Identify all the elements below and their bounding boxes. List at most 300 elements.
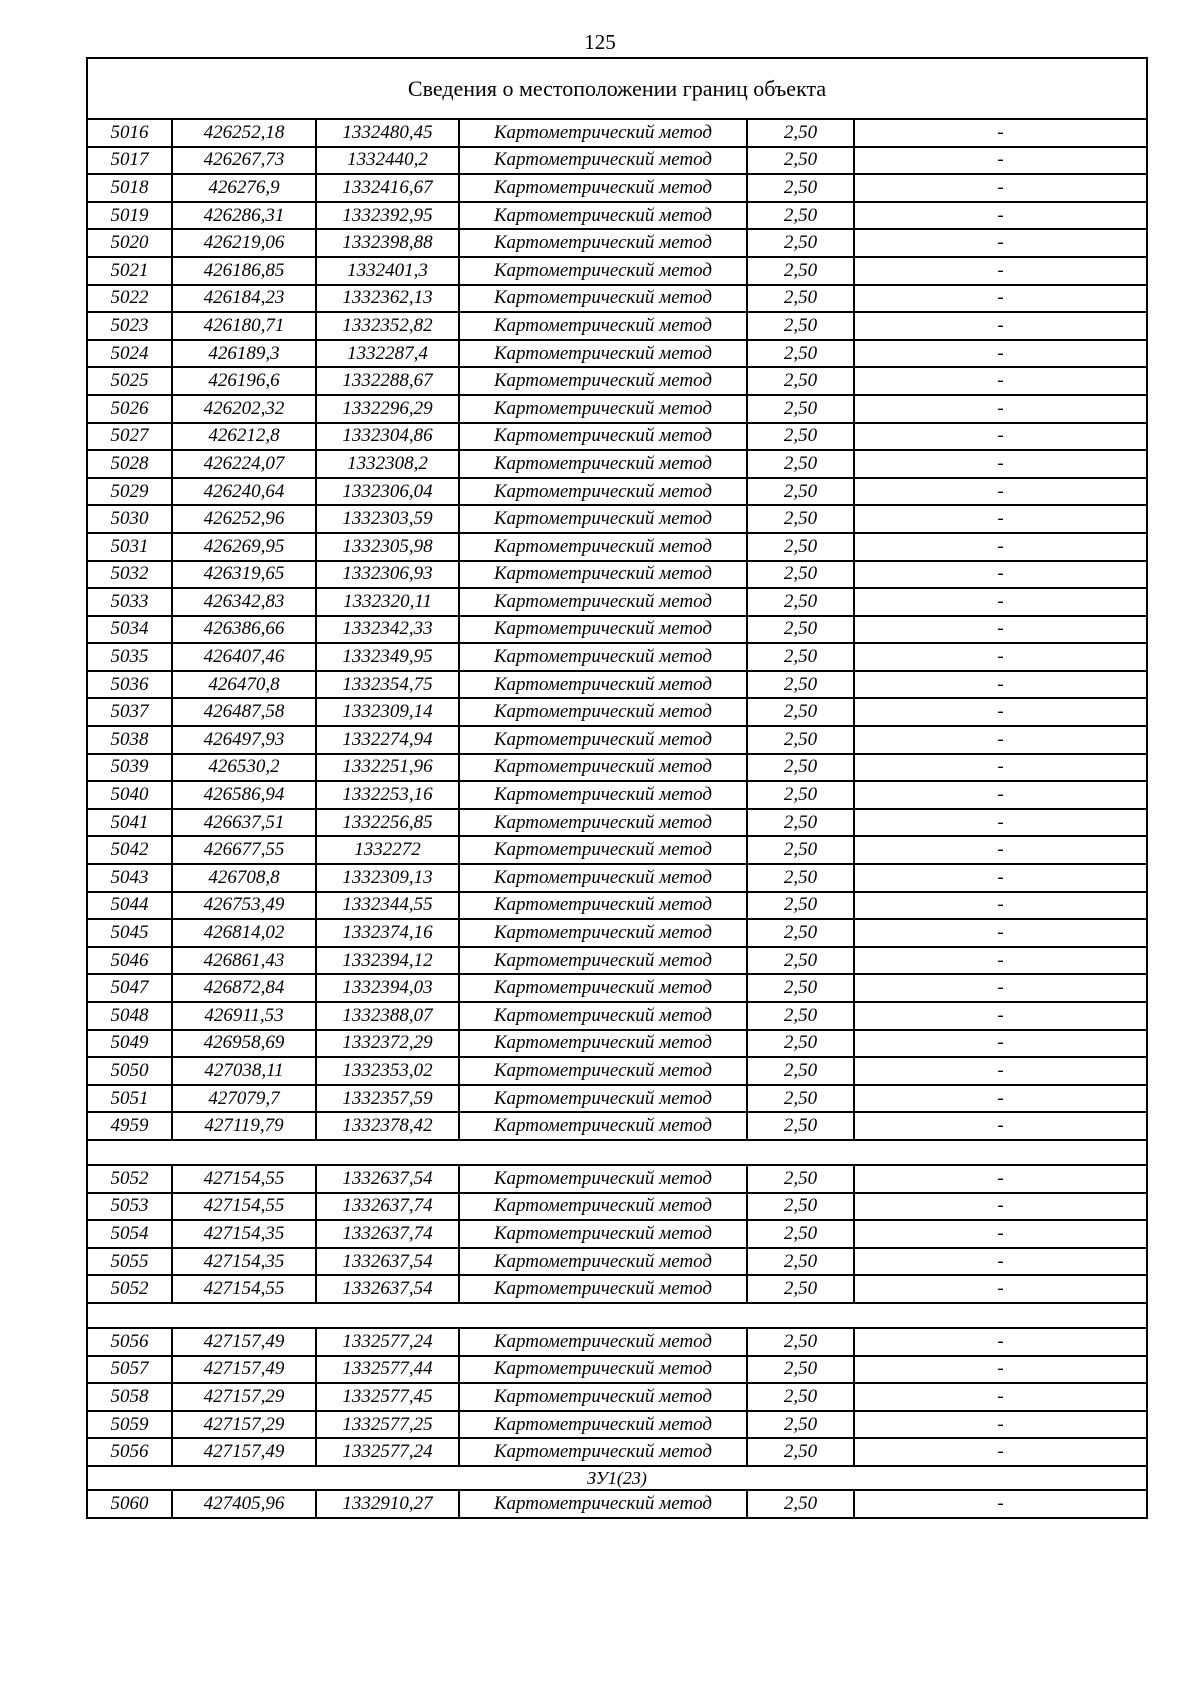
method-cell: Картометрический метод	[459, 478, 747, 506]
accuracy-cell: 2,50	[747, 781, 854, 809]
note-cell: -	[854, 533, 1147, 561]
point-number-cell: 5030	[87, 505, 172, 533]
accuracy-cell: 2,50	[747, 285, 854, 313]
point-number-cell: 5050	[87, 1057, 172, 1085]
method-cell: Картометрический метод	[459, 1030, 747, 1058]
note-cell: -	[854, 1438, 1147, 1466]
note-cell: -	[854, 974, 1147, 1002]
point-number-cell: 5052	[87, 1165, 172, 1193]
x-coordinate-cell: 427079,7	[172, 1085, 316, 1113]
y-coordinate-cell: 1332480,45	[316, 119, 459, 147]
accuracy-cell: 2,50	[747, 340, 854, 368]
point-number-cell: 5041	[87, 809, 172, 837]
y-coordinate-cell: 1332253,16	[316, 781, 459, 809]
table-row	[87, 643, 1147, 671]
accuracy-cell: 2,50	[747, 809, 854, 837]
accuracy-cell: 2,50	[747, 229, 854, 257]
table-row	[87, 588, 1147, 616]
table-row	[87, 505, 1147, 533]
table-row	[87, 1438, 1147, 1466]
x-coordinate-cell: 427157,49	[172, 1356, 316, 1384]
method-cell: Картометрический метод	[459, 1356, 747, 1384]
note-cell: -	[854, 395, 1147, 423]
point-number-cell: 5033	[87, 588, 172, 616]
x-coordinate-cell: 426637,51	[172, 809, 316, 837]
method-cell: Картометрический метод	[459, 1490, 747, 1518]
method-cell: Картометрический метод	[459, 754, 747, 782]
table-row	[87, 119, 1147, 147]
y-coordinate-cell: 1332349,95	[316, 643, 459, 671]
point-number-cell: 5048	[87, 1002, 172, 1030]
point-number-cell: 5035	[87, 643, 172, 671]
table-row	[87, 202, 1147, 230]
table-row	[87, 1248, 1147, 1276]
accuracy-cell: 2,50	[747, 423, 854, 451]
x-coordinate-cell: 426872,84	[172, 974, 316, 1002]
separator-cell	[87, 1303, 1147, 1328]
table-row	[87, 423, 1147, 451]
accuracy-cell: 2,50	[747, 671, 854, 699]
table-row	[87, 809, 1147, 837]
x-coordinate-cell: 426708,8	[172, 864, 316, 892]
separator-row	[87, 1303, 1147, 1328]
point-number-cell: 5016	[87, 119, 172, 147]
x-coordinate-cell: 426753,49	[172, 892, 316, 920]
method-cell: Картометрический метод	[459, 533, 747, 561]
y-coordinate-cell: 1332374,16	[316, 919, 459, 947]
point-number-cell: 5054	[87, 1220, 172, 1248]
method-cell: Картометрический метод	[459, 809, 747, 837]
method-cell: Картометрический метод	[459, 505, 747, 533]
y-coordinate-cell: 1332296,29	[316, 395, 459, 423]
x-coordinate-cell: 426186,85	[172, 257, 316, 285]
y-coordinate-cell: 1332637,74	[316, 1193, 459, 1221]
method-cell: Картометрический метод	[459, 202, 747, 230]
accuracy-cell: 2,50	[747, 119, 854, 147]
method-cell: Картометрический метод	[459, 616, 747, 644]
accuracy-cell: 2,50	[747, 1411, 854, 1439]
accuracy-cell: 2,50	[747, 1193, 854, 1221]
y-coordinate-cell: 1332288,67	[316, 367, 459, 395]
table-row	[87, 1356, 1147, 1384]
point-number-cell: 5018	[87, 174, 172, 202]
method-cell: Картометрический метод	[459, 229, 747, 257]
x-coordinate-cell: 426184,23	[172, 285, 316, 313]
method-cell: Картометрический метод	[459, 919, 747, 947]
accuracy-cell: 2,50	[747, 478, 854, 506]
note-cell: -	[854, 1248, 1147, 1276]
x-coordinate-cell: 426189,3	[172, 340, 316, 368]
accuracy-cell: 2,50	[747, 450, 854, 478]
accuracy-cell: 2,50	[747, 561, 854, 589]
y-coordinate-cell: 1332394,03	[316, 974, 459, 1002]
accuracy-cell: 2,50	[747, 947, 854, 975]
point-number-cell: 5055	[87, 1248, 172, 1276]
x-coordinate-cell: 426911,53	[172, 1002, 316, 1030]
y-coordinate-cell: 1332577,44	[316, 1356, 459, 1384]
x-coordinate-cell: 427405,96	[172, 1490, 316, 1518]
accuracy-cell: 2,50	[747, 1383, 854, 1411]
note-cell: -	[854, 1356, 1147, 1384]
note-cell: -	[854, 1057, 1147, 1085]
table-row	[87, 229, 1147, 257]
y-coordinate-cell: 1332362,13	[316, 285, 459, 313]
accuracy-cell: 2,50	[747, 892, 854, 920]
note-cell: -	[854, 1112, 1147, 1140]
y-coordinate-cell: 1332440,2	[316, 147, 459, 175]
point-number-cell: 5017	[87, 147, 172, 175]
accuracy-cell: 2,50	[747, 395, 854, 423]
note-cell: -	[854, 340, 1147, 368]
table-row	[87, 616, 1147, 644]
x-coordinate-cell: 426487,58	[172, 698, 316, 726]
point-number-cell: 5020	[87, 229, 172, 257]
accuracy-cell: 2,50	[747, 505, 854, 533]
x-coordinate-cell: 427154,55	[172, 1165, 316, 1193]
x-coordinate-cell: 427154,35	[172, 1248, 316, 1276]
note-cell: -	[854, 892, 1147, 920]
method-cell: Картометрический метод	[459, 423, 747, 451]
method-cell: Картометрический метод	[459, 312, 747, 340]
accuracy-cell: 2,50	[747, 1085, 854, 1113]
table-row	[87, 340, 1147, 368]
x-coordinate-cell: 426861,43	[172, 947, 316, 975]
x-coordinate-cell: 426180,71	[172, 312, 316, 340]
table-row	[87, 478, 1147, 506]
accuracy-cell: 2,50	[747, 533, 854, 561]
accuracy-cell: 2,50	[747, 1356, 854, 1384]
table-row	[87, 947, 1147, 975]
note-cell: -	[854, 450, 1147, 478]
y-coordinate-cell: 1332308,2	[316, 450, 459, 478]
accuracy-cell: 2,50	[747, 974, 854, 1002]
table-row	[87, 1057, 1147, 1085]
note-cell: -	[854, 671, 1147, 699]
note-cell: -	[854, 505, 1147, 533]
point-number-cell: 5032	[87, 561, 172, 589]
point-number-cell: 5060	[87, 1490, 172, 1518]
y-coordinate-cell: 1332305,98	[316, 533, 459, 561]
note-cell: -	[854, 1002, 1147, 1030]
note-cell: -	[854, 809, 1147, 837]
y-coordinate-cell: 1332388,07	[316, 1002, 459, 1030]
note-cell: -	[854, 561, 1147, 589]
method-cell: Картометрический метод	[459, 340, 747, 368]
note-cell: -	[854, 202, 1147, 230]
point-number-cell: 5021	[87, 257, 172, 285]
note-cell: -	[854, 1275, 1147, 1303]
accuracy-cell: 2,50	[747, 1438, 854, 1466]
accuracy-cell: 2,50	[747, 147, 854, 175]
table-row	[87, 1165, 1147, 1193]
accuracy-cell: 2,50	[747, 1165, 854, 1193]
method-cell: Картометрический метод	[459, 395, 747, 423]
note-cell: -	[854, 312, 1147, 340]
accuracy-cell: 2,50	[747, 1112, 854, 1140]
note-cell: -	[854, 1411, 1147, 1439]
table-row	[87, 1383, 1147, 1411]
note-cell: -	[854, 1165, 1147, 1193]
table-row	[87, 1085, 1147, 1113]
method-cell: Картометрический метод	[459, 671, 747, 699]
method-cell: Картометрический метод	[459, 1383, 747, 1411]
x-coordinate-cell: 427157,49	[172, 1328, 316, 1356]
table-row	[87, 561, 1147, 589]
table-row	[87, 726, 1147, 754]
point-number-cell: 5044	[87, 892, 172, 920]
method-cell: Картометрический метод	[459, 947, 747, 975]
table-title: Сведения о местоположении границ объекта	[87, 58, 1147, 119]
table-row	[87, 1411, 1147, 1439]
accuracy-cell: 2,50	[747, 1030, 854, 1058]
point-number-cell: 5029	[87, 478, 172, 506]
table-row	[87, 285, 1147, 313]
point-number-cell: 5037	[87, 698, 172, 726]
point-number-cell: 5052	[87, 1275, 172, 1303]
method-cell: Картометрический метод	[459, 1057, 747, 1085]
point-number-cell: 5056	[87, 1328, 172, 1356]
separator-cell	[87, 1140, 1147, 1165]
method-cell: Картометрический метод	[459, 1275, 747, 1303]
table-row	[87, 1193, 1147, 1221]
x-coordinate-cell: 426240,64	[172, 478, 316, 506]
point-number-cell: 4959	[87, 1112, 172, 1140]
x-coordinate-cell: 426470,8	[172, 671, 316, 699]
x-coordinate-cell: 426407,46	[172, 643, 316, 671]
accuracy-cell: 2,50	[747, 257, 854, 285]
x-coordinate-cell: 427119,79	[172, 1112, 316, 1140]
accuracy-cell: 2,50	[747, 1275, 854, 1303]
method-cell: Картометрический метод	[459, 781, 747, 809]
table-row	[87, 919, 1147, 947]
y-coordinate-cell: 1332354,75	[316, 671, 459, 699]
note-cell: -	[854, 836, 1147, 864]
note-cell: -	[854, 616, 1147, 644]
note-cell: -	[854, 1220, 1147, 1248]
point-number-cell: 5049	[87, 1030, 172, 1058]
table-row	[87, 892, 1147, 920]
note-cell: -	[854, 1490, 1147, 1518]
x-coordinate-cell: 426814,02	[172, 919, 316, 947]
y-coordinate-cell: 1332342,33	[316, 616, 459, 644]
x-coordinate-cell: 426286,31	[172, 202, 316, 230]
point-number-cell: 5024	[87, 340, 172, 368]
y-coordinate-cell: 1332577,24	[316, 1438, 459, 1466]
note-cell: -	[854, 367, 1147, 395]
x-coordinate-cell: 426497,93	[172, 726, 316, 754]
x-coordinate-cell: 426267,73	[172, 147, 316, 175]
x-coordinate-cell: 427157,49	[172, 1438, 316, 1466]
point-number-cell: 5028	[87, 450, 172, 478]
accuracy-cell: 2,50	[747, 1490, 854, 1518]
y-coordinate-cell: 1332287,4	[316, 340, 459, 368]
note-cell: -	[854, 1383, 1147, 1411]
point-number-cell: 5058	[87, 1383, 172, 1411]
method-cell: Картометрический метод	[459, 726, 747, 754]
point-number-cell: 5025	[87, 367, 172, 395]
method-cell: Картометрический метод	[459, 119, 747, 147]
method-cell: Картометрический метод	[459, 257, 747, 285]
y-coordinate-cell: 1332378,42	[316, 1112, 459, 1140]
method-cell: Картометрический метод	[459, 836, 747, 864]
method-cell: Картометрический метод	[459, 450, 747, 478]
method-cell: Картометрический метод	[459, 864, 747, 892]
x-coordinate-cell: 427154,55	[172, 1193, 316, 1221]
table-row	[87, 864, 1147, 892]
x-coordinate-cell: 426252,96	[172, 505, 316, 533]
table-row	[87, 312, 1147, 340]
point-number-cell: 5043	[87, 864, 172, 892]
y-coordinate-cell: 1332401,3	[316, 257, 459, 285]
accuracy-cell: 2,50	[747, 312, 854, 340]
note-cell: -	[854, 147, 1147, 175]
x-coordinate-cell: 426342,83	[172, 588, 316, 616]
point-number-cell: 5027	[87, 423, 172, 451]
accuracy-cell: 2,50	[747, 1002, 854, 1030]
accuracy-cell: 2,50	[747, 698, 854, 726]
note-cell: -	[854, 174, 1147, 202]
point-number-cell: 5034	[87, 616, 172, 644]
x-coordinate-cell: 427038,11	[172, 1057, 316, 1085]
y-coordinate-cell: 1332353,02	[316, 1057, 459, 1085]
boundary-table	[86, 57, 1148, 1519]
x-coordinate-cell: 426224,07	[172, 450, 316, 478]
y-coordinate-cell: 1332309,14	[316, 698, 459, 726]
table-row	[87, 836, 1147, 864]
accuracy-cell: 2,50	[747, 1057, 854, 1085]
method-cell: Картометрический метод	[459, 588, 747, 616]
table-row	[87, 174, 1147, 202]
point-number-cell: 5026	[87, 395, 172, 423]
y-coordinate-cell: 1332416,67	[316, 174, 459, 202]
method-cell: Картометрический метод	[459, 285, 747, 313]
note-cell: -	[854, 257, 1147, 285]
x-coordinate-cell: 426252,18	[172, 119, 316, 147]
table-row	[87, 1220, 1147, 1248]
table-row	[87, 1275, 1147, 1303]
table-row	[87, 367, 1147, 395]
accuracy-cell: 2,50	[747, 919, 854, 947]
accuracy-cell: 2,50	[747, 1220, 854, 1248]
method-cell: Картометрический метод	[459, 698, 747, 726]
note-cell: -	[854, 1030, 1147, 1058]
y-coordinate-cell: 1332372,29	[316, 1030, 459, 1058]
accuracy-cell: 2,50	[747, 202, 854, 230]
x-coordinate-cell: 426586,94	[172, 781, 316, 809]
table-row	[87, 1002, 1147, 1030]
accuracy-cell: 2,50	[747, 643, 854, 671]
x-coordinate-cell: 427157,29	[172, 1383, 316, 1411]
method-cell: Картометрический метод	[459, 561, 747, 589]
accuracy-cell: 2,50	[747, 864, 854, 892]
point-number-cell: 5059	[87, 1411, 172, 1439]
point-number-cell: 5019	[87, 202, 172, 230]
page-number: 125	[584, 30, 616, 54]
point-number-cell: 5038	[87, 726, 172, 754]
x-coordinate-cell: 426319,65	[172, 561, 316, 589]
x-coordinate-cell: 427154,35	[172, 1220, 316, 1248]
point-number-cell: 5031	[87, 533, 172, 561]
section-header-row	[87, 1466, 1147, 1490]
note-cell: -	[854, 781, 1147, 809]
table-row	[87, 147, 1147, 175]
y-coordinate-cell: 1332637,74	[316, 1220, 459, 1248]
table-row	[87, 974, 1147, 1002]
accuracy-cell: 2,50	[747, 588, 854, 616]
accuracy-cell: 2,50	[747, 754, 854, 782]
note-cell: -	[854, 643, 1147, 671]
y-coordinate-cell: 1332637,54	[316, 1248, 459, 1276]
y-coordinate-cell: 1332272	[316, 836, 459, 864]
x-coordinate-cell: 426202,32	[172, 395, 316, 423]
table-row	[87, 1328, 1147, 1356]
y-coordinate-cell: 1332577,25	[316, 1411, 459, 1439]
table-row	[87, 257, 1147, 285]
table-row	[87, 781, 1147, 809]
y-coordinate-cell: 1332357,59	[316, 1085, 459, 1113]
table-row	[87, 533, 1147, 561]
accuracy-cell: 2,50	[747, 836, 854, 864]
y-coordinate-cell: 1332910,27	[316, 1490, 459, 1518]
table-title-row	[87, 58, 1147, 119]
accuracy-cell: 2,50	[747, 1248, 854, 1276]
point-number-cell: 5022	[87, 285, 172, 313]
table-row	[87, 1490, 1147, 1518]
note-cell: -	[854, 1328, 1147, 1356]
y-coordinate-cell: 1332577,24	[316, 1328, 459, 1356]
accuracy-cell: 2,50	[747, 726, 854, 754]
note-cell: -	[854, 726, 1147, 754]
table-row	[87, 698, 1147, 726]
y-coordinate-cell: 1332577,45	[316, 1383, 459, 1411]
note-cell: -	[854, 119, 1147, 147]
y-coordinate-cell: 1332637,54	[316, 1165, 459, 1193]
y-coordinate-cell: 1332352,82	[316, 312, 459, 340]
method-cell: Картометрический метод	[459, 174, 747, 202]
point-number-cell: 5040	[87, 781, 172, 809]
point-number-cell: 5057	[87, 1356, 172, 1384]
point-number-cell: 5036	[87, 671, 172, 699]
method-cell: Картометрический метод	[459, 1002, 747, 1030]
method-cell: Картометрический метод	[459, 892, 747, 920]
method-cell: Картометрический метод	[459, 1248, 747, 1276]
y-coordinate-cell: 1332394,12	[316, 947, 459, 975]
point-number-cell: 5056	[87, 1438, 172, 1466]
x-coordinate-cell: 426196,6	[172, 367, 316, 395]
method-cell: Картометрический метод	[459, 1438, 747, 1466]
x-coordinate-cell: 427157,29	[172, 1411, 316, 1439]
y-coordinate-cell: 1332306,93	[316, 561, 459, 589]
y-coordinate-cell: 1332637,54	[316, 1275, 459, 1303]
x-coordinate-cell: 426958,69	[172, 1030, 316, 1058]
note-cell: -	[854, 919, 1147, 947]
note-cell: -	[854, 947, 1147, 975]
y-coordinate-cell: 1332320,11	[316, 588, 459, 616]
table-row	[87, 1112, 1147, 1140]
method-cell: Картометрический метод	[459, 974, 747, 1002]
method-cell: Картометрический метод	[459, 1112, 747, 1140]
table-row	[87, 450, 1147, 478]
point-number-cell: 5023	[87, 312, 172, 340]
x-coordinate-cell: 426212,8	[172, 423, 316, 451]
x-coordinate-cell: 426386,66	[172, 616, 316, 644]
accuracy-cell: 2,50	[747, 367, 854, 395]
y-coordinate-cell: 1332251,96	[316, 754, 459, 782]
method-cell: Картометрический метод	[459, 147, 747, 175]
x-coordinate-cell: 427154,55	[172, 1275, 316, 1303]
point-number-cell: 5045	[87, 919, 172, 947]
method-cell: Картометрический метод	[459, 1165, 747, 1193]
